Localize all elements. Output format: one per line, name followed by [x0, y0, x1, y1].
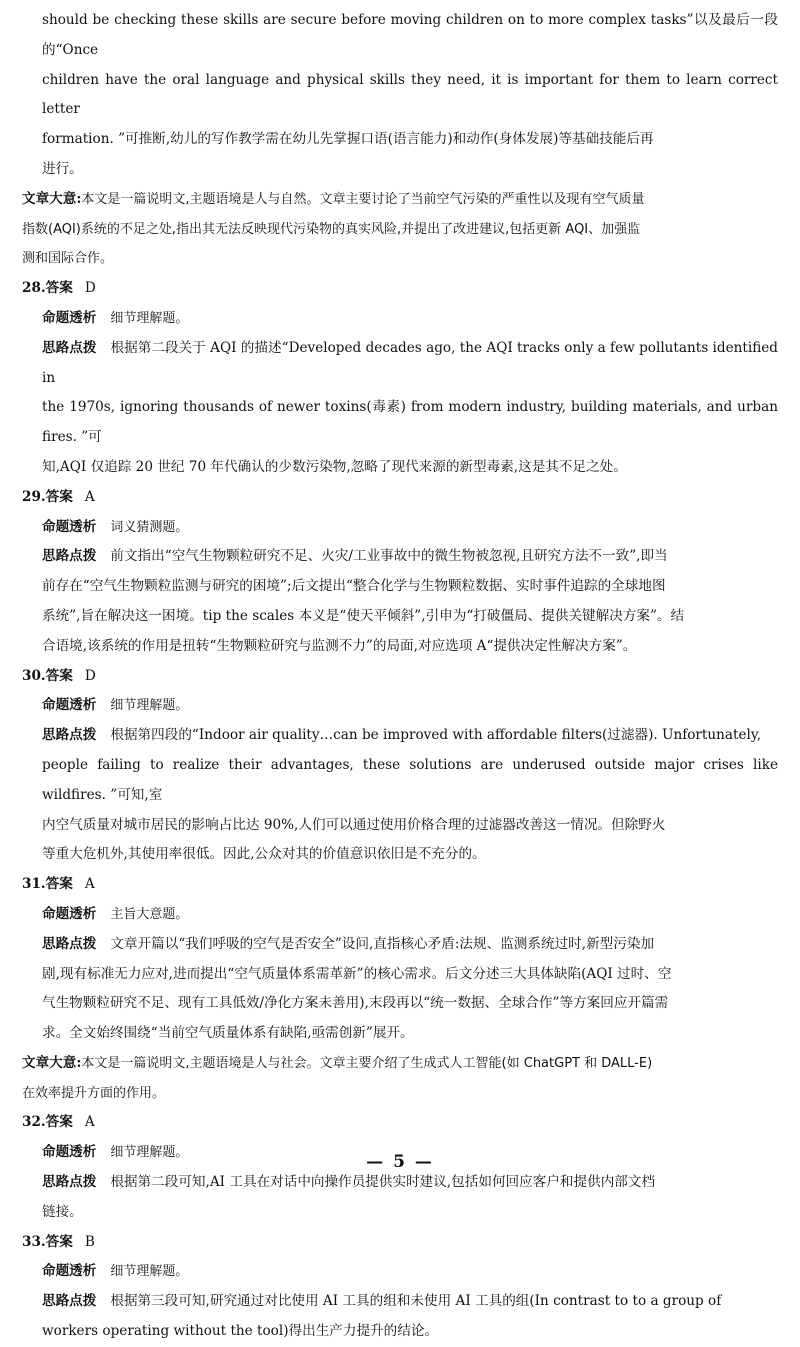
summary-1: [22, 185, 778, 274]
question-30: [22, 662, 778, 871]
hint-text: people failing to realize their advantages, these solutions are underused outside major crises like wildfires. ”可知,室: [42, 756, 778, 803]
question-33: [22, 1228, 778, 1347]
answer-value: B: [84, 1233, 95, 1250]
answer-value: A: [84, 876, 95, 893]
answer-label: 答案: [45, 488, 73, 505]
summary-label: 文章大意:: [22, 1054, 82, 1071]
hint-text: the 1970s, ignoring thousands of newer toxins(毒素) from modern industry, building materials, and urban fires. ”可: [42, 399, 778, 446]
answer-label: 答案: [45, 667, 73, 684]
question-number: 31.: [22, 876, 46, 893]
page-number: — 5 —: [366, 1152, 434, 1172]
question-number: 33.: [22, 1233, 46, 1250]
analysis-label: 命题透析: [42, 1263, 97, 1280]
hint-label: 思路点拨: [42, 339, 97, 356]
summary-label: 文章大意:: [22, 190, 82, 207]
hint-label: 思路点拨: [42, 935, 97, 952]
answer-label: 答案: [45, 1233, 73, 1250]
hint-text: 链接。: [42, 1203, 83, 1220]
hint-text: 前文指出“空气生物颗粒研究不足、火灾/工业事故中的微生物被忽视,且研究方法不一致”,即当: [110, 548, 668, 565]
hint-text: 剧,现有标准无力应对,进而提出“空气质量体系需革新”的核心需求。后文分述三大具体缺陷(AQI 过时、空: [42, 965, 672, 982]
analysis-text: 细节理解题。: [110, 310, 189, 326]
hint-text: 知,AQI 仅追踪 20 世纪 70 年代确认的少数污染物,忽略了现代来源的新型毒素,这是其不足之处。: [42, 458, 627, 475]
answer-value: D: [84, 280, 96, 297]
answer-value: D: [84, 667, 96, 684]
intro-paragraph: [22, 6, 778, 185]
question-number: 32.: [22, 1114, 46, 1131]
hint-text: 根据第二段关于 AQI 的描述“Developed decades ago, the AQI tracks only a few pollutants identified in: [42, 339, 779, 386]
hint-text: 等重大危机外,其使用率很低。因此,公众对其的价值意识依旧是不充分的。: [42, 846, 486, 863]
answer-label: 答案: [45, 1114, 73, 1131]
analysis-label: 命题透析: [42, 309, 97, 326]
hint-text: workers operating without the tool)得出生产力提升的结论。: [42, 1323, 439, 1340]
summary-text: 测和国际合作。: [22, 251, 114, 267]
hint-text: 系统”,旨在解决这一困境。tip the scales 本义是“使天平倾斜”,引申为“打破僵局、提供关键解决方案”。结: [42, 607, 685, 624]
answer-value: A: [84, 488, 95, 505]
hint-label: 思路点拨: [42, 727, 97, 744]
summary-2: [22, 1049, 778, 1109]
question-number: 28.: [22, 280, 46, 297]
answer-label: 答案: [45, 876, 73, 893]
hint-text: 文章开篇以“我们呼吸的空气是否安全”设问,直指核心矛盾:法规、监测系统过时,新型污染加: [110, 935, 655, 952]
text-line: should be checking these skills are secure before moving children on to more complex tasks”以及最后一段的“Once: [42, 12, 778, 58]
question-number: 29.: [22, 488, 46, 505]
analysis-text: 词义猜测题。: [110, 519, 189, 535]
summary-text: 本文是一篇说明文,主题语境是人与自然。文章主要讨论了当前空气污染的严重性以及现有空气质量: [81, 191, 645, 207]
analysis-label: 命题透析: [42, 697, 97, 714]
question-28: [22, 274, 778, 483]
analysis-text: 细节理解题。: [110, 1264, 189, 1280]
answer-label: 答案: [45, 280, 73, 297]
hint-text: 合语境,该系统的作用是扭转“生物颗粒研究与监测不力”的局面,对应选项 A“提供决定性解决方案”。: [42, 637, 637, 654]
analysis-text: 细节理解题。: [110, 698, 189, 714]
hint-label: 思路点拨: [42, 548, 97, 565]
summary-text: 本文是一篇说明文,主题语境是人与社会。文章主要介绍了生成式人工智能(如 ChatGPT 和 DALL-E): [81, 1055, 653, 1071]
summary-text: 在效率提升方面的作用。: [22, 1085, 166, 1101]
analysis-label: 命题透析: [42, 905, 97, 922]
question-31: [22, 870, 778, 1049]
text-line: 进行。: [42, 160, 83, 177]
text-line: children have the oral language and physical skills they need, it is important for them to learn correct letter: [42, 71, 778, 118]
question-number: 30.: [22, 667, 46, 684]
hint-text: 根据第四段的“Indoor air quality…can be improved with affordable filters(过滤器). Unfortunately,: [110, 727, 762, 744]
text-line: formation. ”可推断,幼儿的写作教学需在幼儿先掌握口语(语言能力)和动作(身体发展)等基础技能后再: [42, 131, 654, 148]
hint-text: 气生物颗粒研究不足、现有工具低效/净化方案未善用),末段再以“统一数据、全球合作”等方案回应开篇需: [42, 995, 669, 1012]
analysis-label: 命题透析: [42, 518, 97, 535]
analysis-text: 主旨大意题。: [110, 906, 189, 922]
hint-label: 思路点拨: [42, 1174, 97, 1191]
hint-text: 内空气质量对城市居民的影响占比达 90%,人们可以通过使用价格合理的过滤器改善这一情况。但除野火: [42, 816, 666, 833]
hint-text: 根据第三段可知,研究通过对比使用 AI 工具的组和未使用 AI 工具的组(In contrast to to a group of: [110, 1293, 722, 1310]
hint-label: 思路点拨: [42, 1293, 97, 1310]
hint-text: 求。全文始终围绕“当前空气质量体系有缺陷,亟需创新”展开。: [42, 1025, 414, 1042]
question-29: [22, 483, 778, 662]
analysis-label: 命题透析: [42, 1144, 97, 1161]
analysis-text: 细节理解题。: [110, 1145, 189, 1161]
summary-text: 指数(AQI)系统的不足之处,指出其无法反映现代污染物的真实风险,并提出了改进建议,包括更新 AQI、加强监: [22, 221, 641, 237]
answer-value: A: [84, 1114, 95, 1131]
hint-text: 前存在“空气生物颗粒监测与研究的困境”;后文提出“整合化学与生物颗粒数据、实时事件追踪的全球地图: [42, 578, 666, 595]
hint-text: 根据第二段可知,AI 工具在对话中向操作员提供实时建议,包括如何回应客户和提供内部文档: [110, 1174, 656, 1191]
